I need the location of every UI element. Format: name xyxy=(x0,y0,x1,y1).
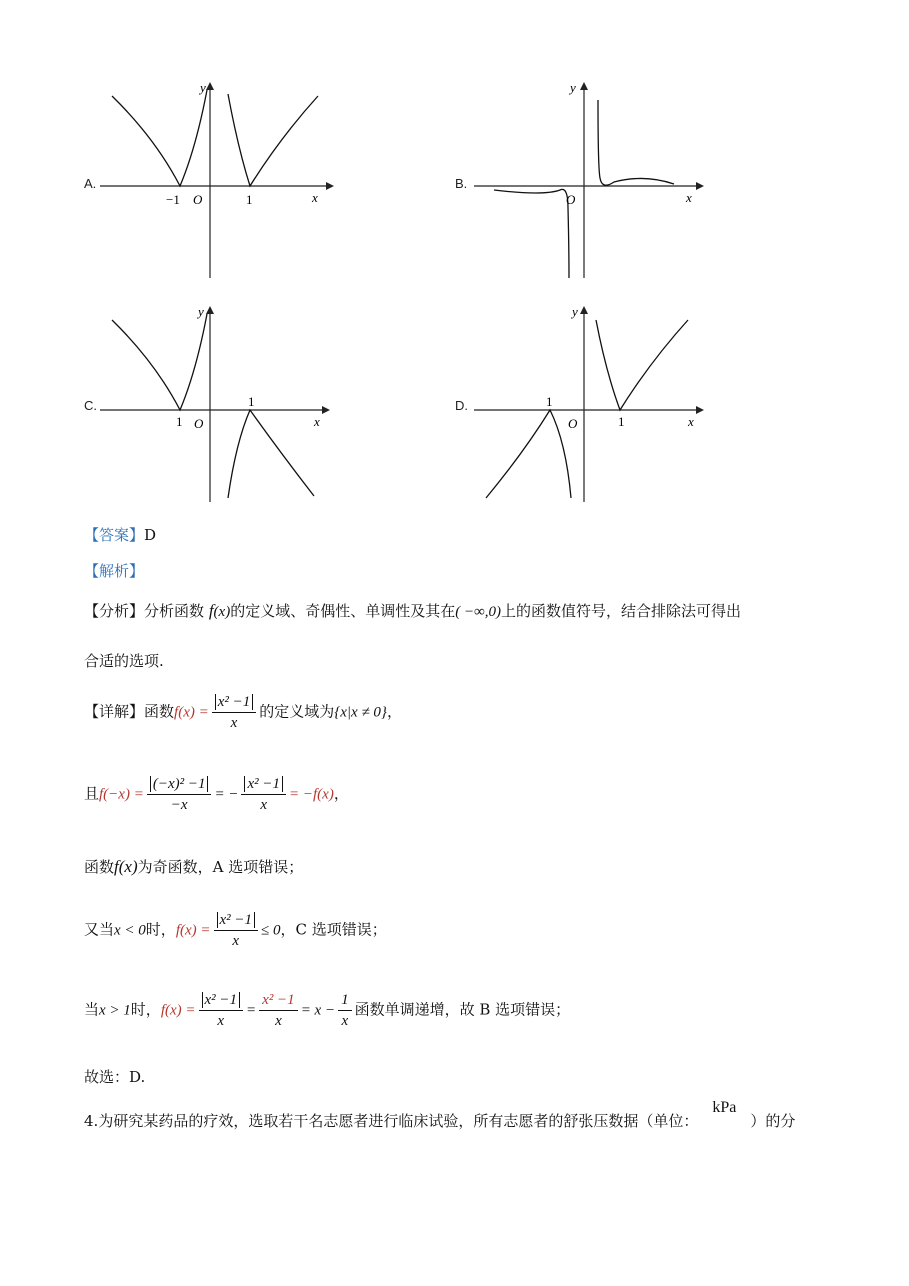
xiangjie-lhs: f(x) = xyxy=(174,704,209,721)
conclusion-2 xyxy=(84,910,387,951)
option-b-label: B. xyxy=(455,176,468,191)
curve-a-right xyxy=(228,94,318,186)
c3-cond: x > 1 xyxy=(99,1002,131,1019)
x-axis-label: x xyxy=(312,190,318,205)
origin-label: O xyxy=(566,192,576,207)
y-axis-label: y xyxy=(572,304,578,319)
odd-num2: x² −1 xyxy=(244,776,283,792)
analysis-tag: 【解析】 xyxy=(84,562,145,580)
y-axis-label: y xyxy=(198,304,204,319)
xiangjie-t2: 的定义域为 xyxy=(259,702,335,721)
fenxi-tag: 【分析】 xyxy=(84,602,145,620)
c3-den2: x xyxy=(275,1013,282,1029)
fenxi-line-2 xyxy=(84,650,164,672)
graph-a xyxy=(100,78,335,287)
curve-d-right xyxy=(596,320,688,410)
odd-line xyxy=(84,774,349,815)
c2-num: x² −1 xyxy=(217,912,256,928)
c3-den1: x xyxy=(217,1013,225,1029)
odd-den2: x xyxy=(260,797,268,813)
c2-t3: ，C 选项错误； xyxy=(280,920,387,939)
x-axis-label: x xyxy=(686,190,692,205)
c1-t2: 为奇函数，A 选项错误； xyxy=(137,858,304,876)
q4-tail: ）的分 xyxy=(750,1112,796,1130)
c2-t1: 又当 xyxy=(84,920,115,939)
final-answer: 故选：D. xyxy=(84,1068,146,1086)
fenxi-t3: 上的函数值符号，结合排除法可得出 xyxy=(501,602,742,620)
c3-t3: 函数单调递增，故 B 选项错误； xyxy=(354,1000,571,1019)
tick-neg: −1 xyxy=(166,192,180,207)
c3-eq2: = x − xyxy=(300,1002,336,1019)
curve-b-left xyxy=(494,189,569,278)
c3-num1: x² −1 xyxy=(202,992,241,1008)
xiangjie-line xyxy=(84,692,402,733)
tick-pos: 1 xyxy=(618,414,625,429)
c1-fx: f(x) xyxy=(114,857,138,876)
c3-den3: x xyxy=(341,1013,349,1029)
tick-pos: 1 xyxy=(248,394,255,409)
graph-d xyxy=(474,302,709,511)
q4-num: 4. xyxy=(84,1112,99,1130)
fenxi-line xyxy=(84,600,741,623)
c3-t2: 时， xyxy=(130,1000,161,1019)
fenxi-t1: 分析函数 xyxy=(144,602,205,620)
xiangjie-domain: {x|x ≠ 0} xyxy=(334,704,387,721)
odd-num1: (−x)² −1 xyxy=(150,776,209,792)
c2-rhs: ≤ 0 xyxy=(261,922,281,939)
curve-a-left xyxy=(112,90,207,186)
x-axis-label: x xyxy=(314,414,320,429)
option-c-label: C. xyxy=(84,398,97,413)
graph-b xyxy=(474,78,709,287)
xiangjie-t3: ， xyxy=(386,702,402,721)
c3-eq1: = xyxy=(246,1002,257,1019)
fenxi-fx-arg: (x) xyxy=(213,604,231,620)
c3-num2: x² −1 xyxy=(259,990,298,1011)
origin-label: O xyxy=(194,416,204,431)
answer-value: D xyxy=(144,526,157,544)
tick-neg: 1 xyxy=(546,394,553,409)
origin-label: O xyxy=(568,416,578,431)
x-axis-label: x xyxy=(688,414,694,429)
c2-cond: x < 0 xyxy=(114,922,146,939)
odd-lhs: f(−x) = xyxy=(99,786,144,803)
c2-t2: 时， xyxy=(145,920,176,939)
curve-d-left xyxy=(486,410,571,498)
q4-unit: kPa xyxy=(712,1099,737,1116)
xiangjie-tag: 【详解】 xyxy=(84,702,145,721)
c3-lhs: f(x) = xyxy=(160,1002,196,1019)
conclusion-1 xyxy=(84,856,303,878)
answer-tag: 【答案】 xyxy=(84,526,145,544)
origin-label: O xyxy=(193,192,203,207)
graph-c xyxy=(100,302,335,511)
c2-den: x xyxy=(232,933,240,949)
q4-text: 为研究某药品的疗效，选取若干名志愿者进行临床试验，所有志愿者的舒张压数据（单位： xyxy=(98,1112,699,1130)
odd-eq: = − xyxy=(214,786,239,803)
tick-neg: 1 xyxy=(176,414,183,429)
y-axis-label: y xyxy=(570,80,576,95)
analysis-line xyxy=(84,560,144,582)
option-a-label: A. xyxy=(84,176,97,191)
curve-c-right xyxy=(228,410,314,498)
c2-lhs: f(x) = xyxy=(175,922,211,939)
fenxi-fx: f xyxy=(208,601,214,620)
c3-t1: 当 xyxy=(84,1000,100,1019)
odd-den1: −x xyxy=(170,797,188,813)
c3-num3: 1 xyxy=(338,990,352,1011)
c1-t1: 函数 xyxy=(84,858,115,876)
option-d-label: D. xyxy=(455,398,468,413)
y-axis-label: y xyxy=(200,80,206,95)
xiangjie-t1: 函数 xyxy=(144,702,175,721)
curve-c-left xyxy=(112,314,207,410)
odd-t1: 且 xyxy=(84,784,100,803)
xiangjie-den: x xyxy=(230,715,238,731)
fenxi-t2: 的定义域、奇偶性、单调性及其在 xyxy=(230,602,456,620)
answer-line xyxy=(84,524,156,546)
odd-rhs: = −f(x) xyxy=(289,786,334,803)
fenxi-t4: 合适的选项. xyxy=(84,652,164,670)
conclusion-3 xyxy=(84,990,570,1031)
tick-pos: 1 xyxy=(246,192,253,207)
fenxi-interval: ( −∞,0) xyxy=(455,604,502,620)
curve-b-right xyxy=(598,100,674,185)
question-4 xyxy=(84,1099,796,1133)
xiangjie-num: x² −1 xyxy=(215,694,254,710)
odd-t2: ， xyxy=(333,784,349,803)
